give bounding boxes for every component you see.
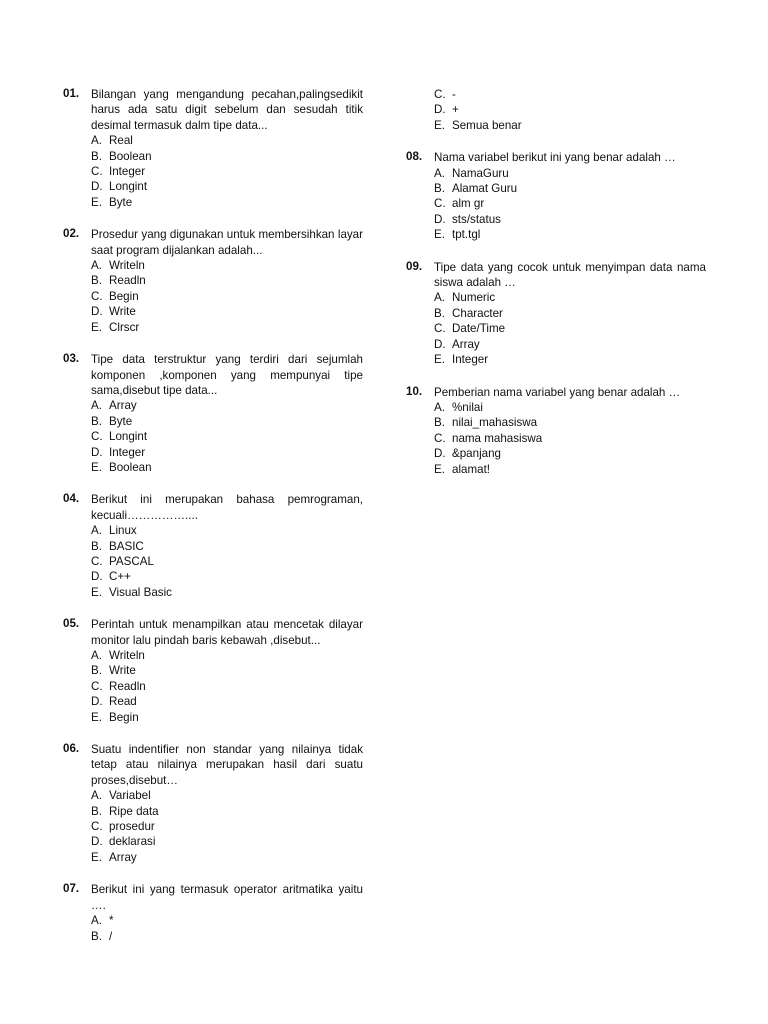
option-letter: B. (91, 804, 102, 818)
question-number: 05. (63, 617, 80, 631)
option-letter: E. (91, 320, 102, 334)
option-text: Boolean (109, 460, 152, 474)
option-letter: C. (91, 679, 103, 693)
option-letter: A. (91, 399, 102, 413)
answer-option (434, 118, 706, 133)
option-text: Integer (109, 165, 146, 179)
option-text: Real (109, 134, 133, 148)
question-number: 02. (63, 227, 80, 241)
answer-option (91, 694, 363, 709)
answer-option (434, 181, 706, 196)
answer-option (91, 648, 363, 663)
answer-option (91, 539, 363, 554)
option-text: Readln (109, 679, 146, 693)
option-letter: E. (91, 195, 102, 209)
answer-option (91, 460, 363, 475)
option-text: Write (109, 664, 136, 678)
question-number: 03. (63, 352, 80, 366)
option-letter: C. (434, 88, 446, 101)
question-text: Suatu indentifier non standar yang nilainya tidak tetap atau nilainya merupakan hasil dari suatu proses,disebut… (91, 743, 363, 787)
answer-option (91, 258, 363, 273)
option-text: Boolean (109, 149, 152, 163)
question-text: Tipe data yang cocok untuk menyimpan data nama siswa adalah … (434, 260, 706, 290)
answer-option (434, 431, 706, 446)
answer-option (91, 398, 363, 413)
answer-option (434, 352, 706, 367)
option-letter: A. (91, 134, 102, 148)
option-text: alamat! (452, 462, 491, 476)
option-text: Byte (109, 414, 133, 428)
option-letter: D. (91, 695, 103, 709)
option-text: Byte (109, 195, 133, 209)
question (406, 260, 706, 368)
answer-option (91, 710, 363, 725)
option-text: Integer (452, 353, 489, 367)
answer-option (91, 585, 363, 600)
question-number: 08. (406, 150, 423, 164)
question-text: Nama variabel berikut ini yang benar adalah … (434, 151, 676, 165)
option-text: tpt.tgl (452, 228, 481, 242)
answer-option (434, 306, 706, 321)
option-text: alm gr (452, 197, 485, 211)
option-letter: C. (434, 322, 446, 336)
right-column (406, 87, 706, 494)
option-letter: A. (91, 524, 102, 538)
answer-option (91, 819, 363, 834)
question-number: 10. (406, 384, 423, 398)
question-text: Prosedur yang digunakan untuk membersihkan layar saat program dijalankan adalah... (91, 228, 363, 257)
option-text: nilai_mahasiswa (452, 416, 538, 430)
question (63, 617, 363, 725)
question (406, 385, 706, 477)
option-text: Read (109, 695, 137, 709)
option-letter: A. (91, 649, 102, 662)
option-letter: D. (434, 212, 446, 226)
question-number: 01. (63, 87, 80, 100)
option-letter: A. (434, 400, 445, 414)
option-text: Longint (109, 430, 148, 444)
answer-option (91, 195, 363, 210)
question (63, 352, 363, 475)
option-text: Array (452, 337, 480, 351)
option-text: + (452, 103, 459, 117)
option-text: Begin (109, 289, 139, 303)
answer-option (91, 679, 363, 694)
answer-option (434, 166, 706, 181)
option-letter: C. (91, 165, 103, 179)
option-text: nama mahasiswa (452, 431, 543, 445)
option-text: Integer (109, 445, 146, 459)
answer-option (434, 337, 706, 352)
answer-option (91, 445, 363, 460)
option-letter: B. (91, 539, 102, 553)
question-text: Pemberian nama variabel yang benar adalah … (434, 385, 681, 399)
option-text: Alamat Guru (452, 182, 518, 196)
answer-option (91, 149, 363, 164)
option-letter: A. (434, 166, 445, 180)
question-text: Tipe data terstruktur yang terdiri dari sejumlah komponen ,komponen yang mempunyai tipe sama,disebut tipe data... (91, 353, 363, 397)
answer-option (91, 554, 363, 569)
answer-option (91, 523, 363, 538)
answer-option (91, 273, 363, 288)
option-letter: B. (91, 929, 102, 943)
answer-option (91, 179, 363, 194)
option-text: BASIC (109, 539, 144, 553)
answer-option (434, 102, 706, 117)
option-letter: D. (91, 180, 103, 194)
option-letter: A. (434, 291, 445, 305)
answer-option (434, 212, 706, 227)
option-letter: E. (434, 118, 445, 132)
option-letter: E. (91, 585, 102, 599)
left-column (63, 87, 363, 961)
option-letter: D. (91, 305, 103, 319)
question-number: 04. (63, 492, 80, 506)
option-letter: A. (91, 259, 102, 273)
option-letter: D. (434, 447, 446, 461)
option-letter: A. (91, 914, 102, 928)
option-letter: B. (434, 182, 445, 196)
answer-option (91, 663, 363, 678)
option-letter: C. (91, 554, 103, 568)
question-text: Berikut ini yang termasuk operator aritmatika yaitu …. (91, 883, 363, 912)
answer-option (91, 320, 363, 335)
answer-option (434, 87, 706, 102)
answer-option (434, 415, 706, 430)
question-text: Perintah untuk menampilkan atau mencetak dilayar monitor lalu pindah baris kebawah ,disebut... (91, 618, 363, 647)
answer-option (91, 414, 363, 429)
option-text: Visual Basic (109, 585, 172, 599)
answer-option (91, 929, 363, 944)
answer-option (91, 164, 363, 179)
question-number: 07. (63, 882, 80, 896)
answer-option (91, 429, 363, 444)
question (63, 492, 363, 600)
option-letter: C. (434, 197, 446, 211)
option-letter: E. (91, 710, 102, 724)
answer-option (434, 400, 706, 415)
question (63, 882, 363, 944)
option-letter: B. (91, 664, 102, 678)
option-letter: D. (434, 103, 446, 117)
question-number: 09. (406, 259, 423, 273)
answer-option (434, 196, 706, 211)
option-letter: C. (91, 430, 103, 444)
answer-option (91, 850, 363, 865)
option-text: sts/status (452, 212, 501, 226)
option-text: Linux (109, 524, 137, 538)
option-text: Writeln (109, 259, 145, 273)
answer-option (91, 133, 363, 148)
option-letter: D. (91, 835, 103, 849)
option-letter: B. (91, 414, 102, 428)
answer-option (91, 289, 363, 304)
option-text: Date/Time (452, 322, 506, 336)
option-letter: C. (91, 820, 103, 834)
option-text: Variabel (109, 789, 151, 803)
answer-option (434, 321, 706, 336)
option-letter: B. (91, 149, 102, 163)
option-text: &panjang (452, 447, 501, 461)
option-text: Array (109, 399, 137, 413)
option-letter: E. (434, 353, 445, 367)
option-text: Longint (109, 180, 148, 194)
option-letter: E. (91, 460, 102, 474)
option-text: Clrscr (109, 320, 140, 334)
answer-option (434, 462, 706, 477)
option-text: Readln (109, 274, 146, 288)
option-letter: D. (91, 445, 103, 459)
question-number: 06. (63, 742, 80, 756)
answer-option (91, 569, 363, 584)
option-text: Writeln (109, 649, 145, 662)
option-text: Numeric (452, 291, 496, 305)
option-text: C++ (109, 570, 131, 584)
option-text: NamaGuru (452, 166, 509, 180)
option-text: deklarasi (109, 835, 156, 849)
question (63, 87, 363, 210)
option-text: prosedur (109, 820, 155, 834)
option-letter: C. (91, 289, 103, 303)
answer-option (434, 227, 706, 242)
option-letter: E. (434, 228, 445, 242)
question-text: Bilangan yang mengandung pecahan,palingsedikit harus ada satu digit sebelum dan sesudah titik desimal termasuk dalm tipe data... (91, 88, 363, 132)
question (63, 227, 363, 335)
option-text: * (109, 914, 114, 928)
question-text: Berikut ini merupakan bahasa pemrograman, kecuali…………….... (91, 493, 363, 522)
option-text: - (452, 88, 456, 101)
answer-option (91, 913, 363, 928)
answer-option (91, 834, 363, 849)
option-letter: B. (434, 416, 445, 430)
option-text: PASCAL (109, 554, 154, 568)
option-letter: E. (91, 850, 102, 864)
option-letter: B. (91, 274, 102, 288)
option-text: Write (109, 305, 136, 319)
option-letter: B. (434, 306, 445, 320)
option-letter: E. (434, 462, 445, 476)
option-letter: C. (434, 431, 446, 445)
option-letter: D. (91, 570, 103, 584)
option-text: Character (452, 306, 503, 320)
question (406, 150, 706, 242)
option-letter: D. (434, 337, 446, 351)
answer-option (91, 788, 363, 803)
option-text: %nilai (452, 400, 483, 414)
answer-option (91, 304, 363, 319)
option-text: Begin (109, 710, 139, 724)
question-07-continuation (406, 87, 706, 133)
option-text: Semua benar (452, 118, 522, 132)
option-text: Array (109, 850, 137, 864)
answer-option (91, 804, 363, 819)
option-letter: A. (91, 789, 102, 803)
option-text: / (109, 929, 113, 943)
option-text: Ripe data (109, 804, 159, 818)
question (63, 742, 363, 865)
answer-option (434, 446, 706, 461)
answer-option (434, 290, 706, 305)
